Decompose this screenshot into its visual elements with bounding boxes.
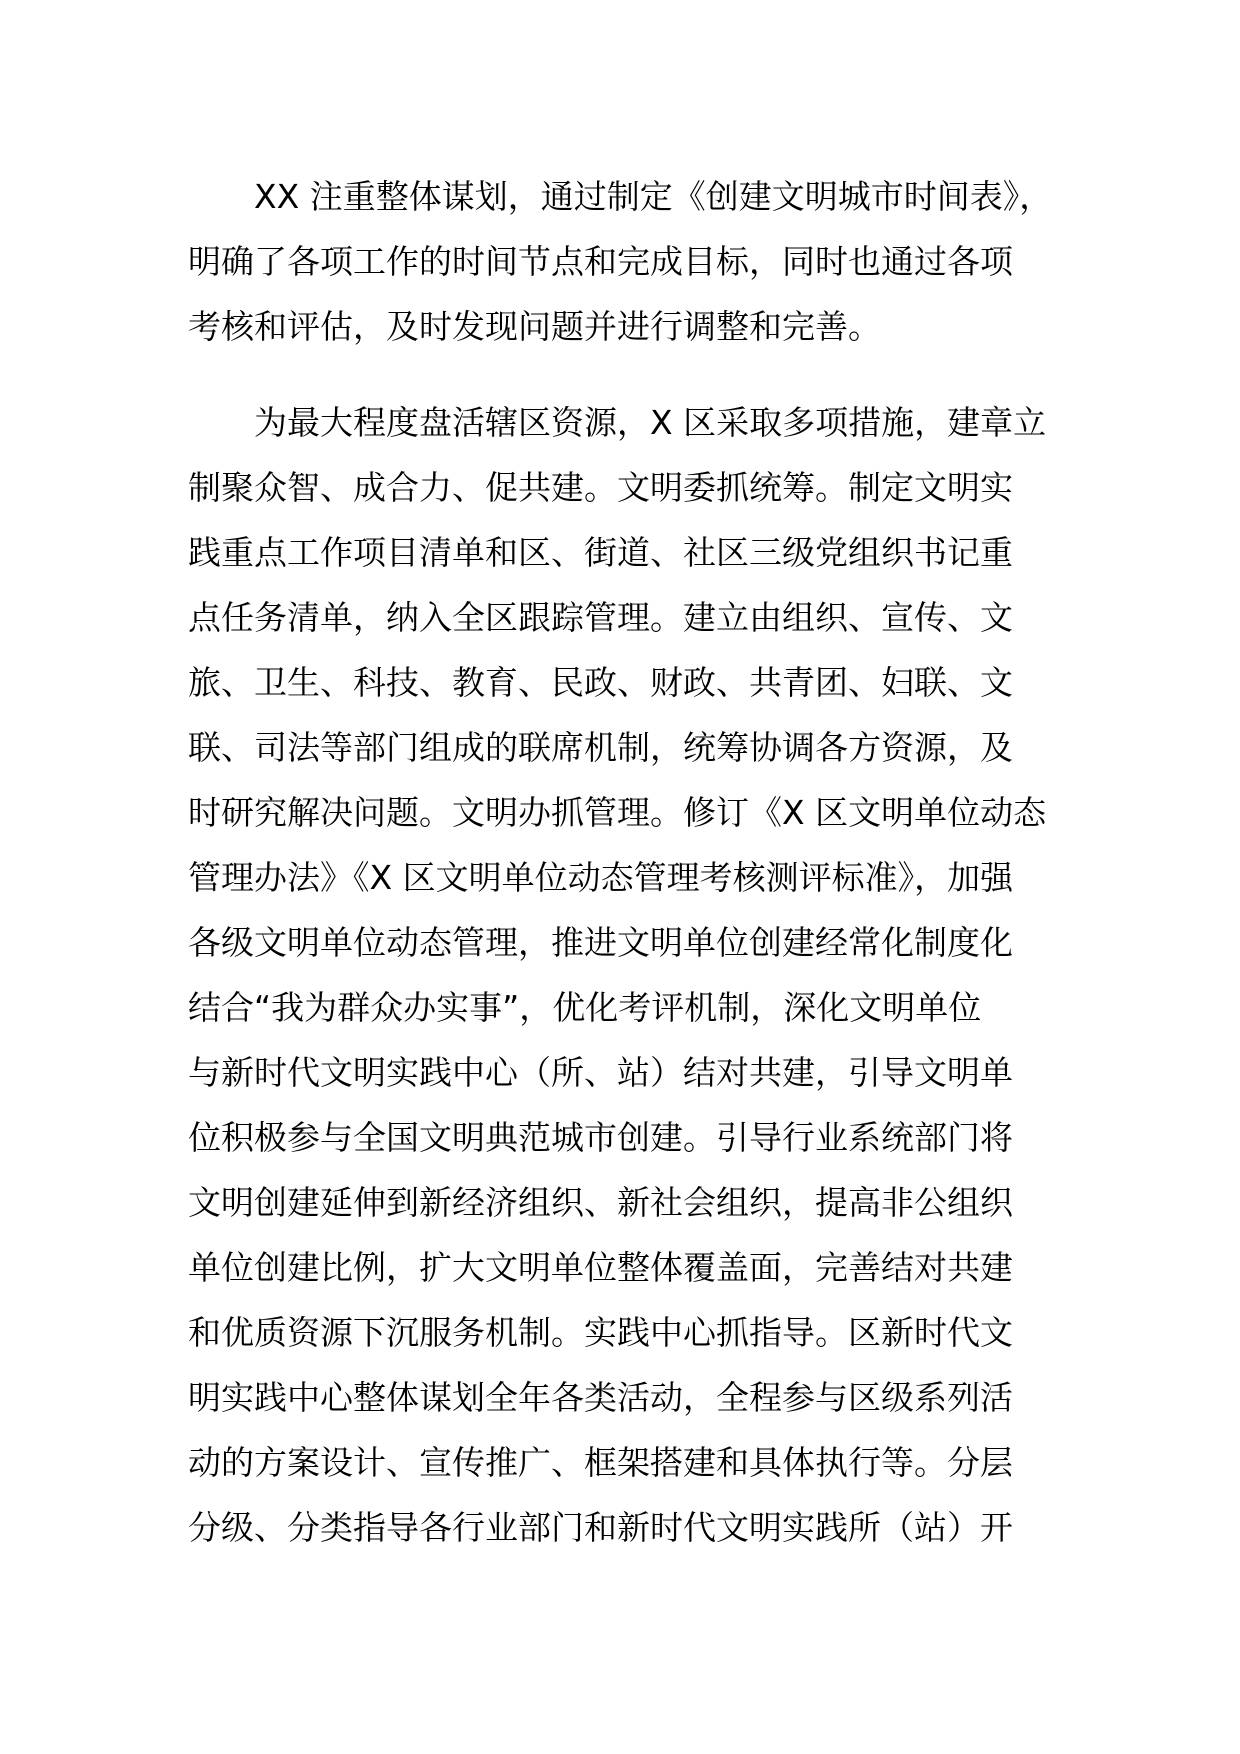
text-line: 考核和评估，及时发现问题并进行调整和完善。 xyxy=(188,307,881,346)
text-line: 为最大程度盘活辖区资源，X 区采取多项措施，建章立 xyxy=(254,403,1047,442)
paragraph-spacer xyxy=(188,367,1058,398)
text-line: 践重点工作项目清单和区、街道、社区三级党组织书记重 xyxy=(188,533,1013,572)
text-line: 各级文明单位动态管理，推进文明单位创建经常化制度化 xyxy=(188,923,1013,962)
text-line: 动的方案设计、宣传推广、框架搭建和具体执行等。分层 xyxy=(188,1443,1013,1482)
text-line: 结合“我为群众办实事”，优化考评机制，深化文明单位 xyxy=(188,988,982,1027)
text-line: 旅、卫生、科技、教育、民政、财政、共青团、妇联、文 xyxy=(188,663,1013,702)
text-line: 分级、分类指导各行业部门和新时代文明实践所（站）开 xyxy=(188,1508,1013,1547)
text-line: 管理办法》《X 区文明单位动态管理考核测评标准》，加强 xyxy=(188,858,1014,897)
text-line: 文明创建延伸到新经济组织、新社会组织，提高非公组织 xyxy=(188,1183,1013,1222)
text-line: 时研究解决问题。文明办抓管理。修订《X 区文明单位动态 xyxy=(188,793,1047,832)
text-line: XX 注重整体谋划，通过制定《创建文明城市时间表》， xyxy=(254,177,1053,216)
paragraph-2 xyxy=(188,398,1058,1568)
text-line: 制聚众智、成合力、促共建。文明委抓统筹。制定文明实 xyxy=(188,468,1013,507)
text-line: 位积极参与全国文明典范城市创建。引导行业系统部门将 xyxy=(188,1118,1013,1157)
text-line: 和优质资源下沉服务机制。实践中心抓指导。区新时代文 xyxy=(188,1313,1013,1352)
document-body xyxy=(188,172,1058,1568)
paragraph-1 xyxy=(188,172,1058,367)
text-line: 明实践中心整体谋划全年各类活动，全程参与区级系列活 xyxy=(188,1378,1013,1417)
text-line: 与新时代文明实践中心（所、站）结对共建，引导文明单 xyxy=(188,1053,1013,1092)
text-line: 明确了各项工作的时间节点和完成目标，同时也通过各项 xyxy=(188,242,1013,281)
text-line: 单位创建比例，扩大文明单位整体覆盖面，完善结对共建 xyxy=(188,1248,1013,1287)
text-line: 点任务清单，纳入全区跟踪管理。建立由组织、宣传、文 xyxy=(188,598,1013,637)
text-line: 联、司法等部门组成的联席机制，统筹协调各方资源，及 xyxy=(188,728,1013,767)
